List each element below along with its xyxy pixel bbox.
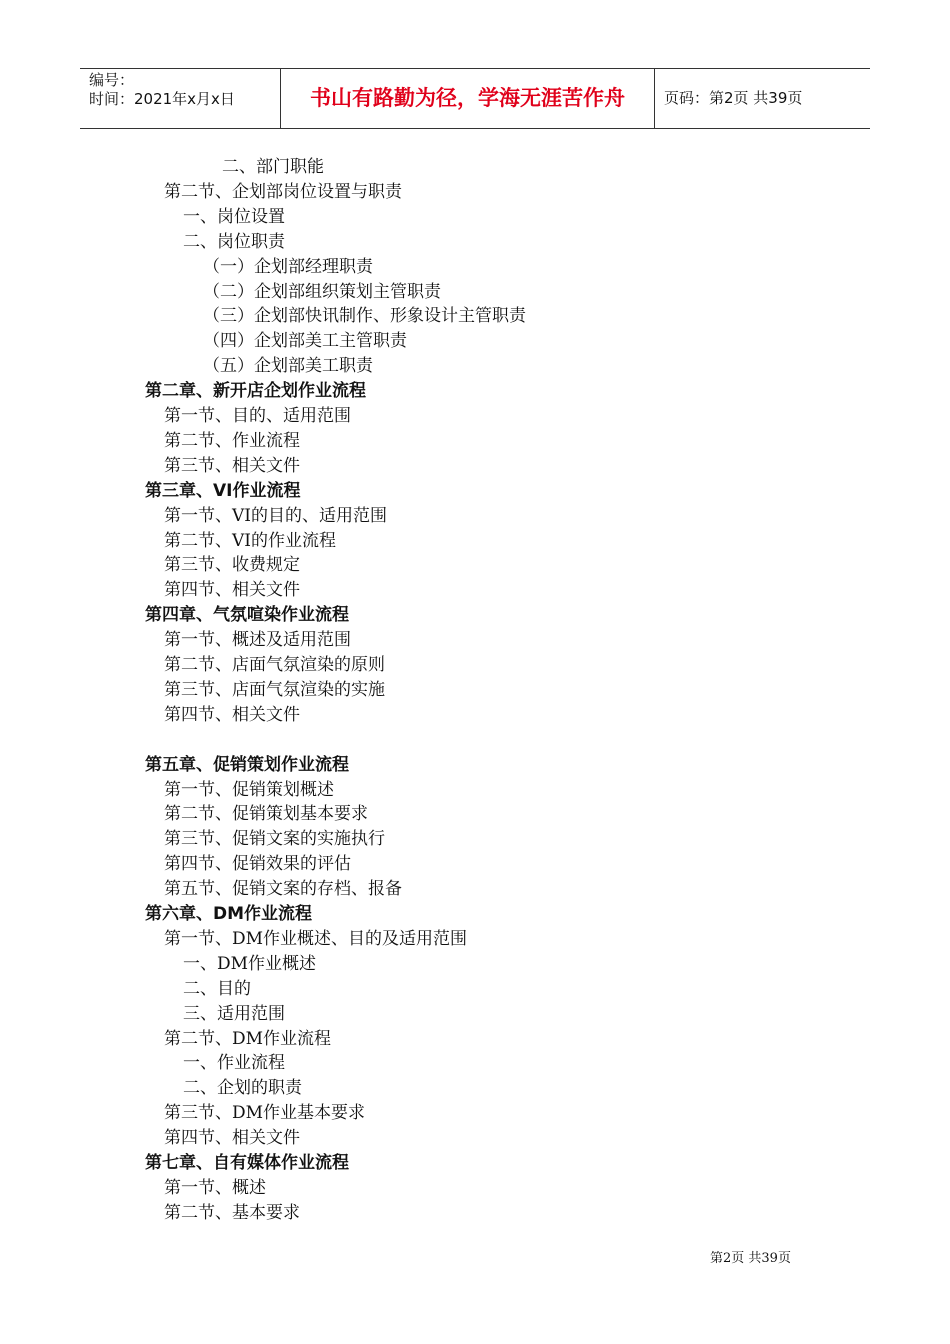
toc-item-entry: 一、岗位设置: [183, 207, 285, 227]
toc-section-entry: 第四节、促销效果的评估: [164, 854, 351, 874]
toc-section-entry: 第一节、概述及适用范围: [164, 630, 351, 650]
toc-item-entry: 二、部门职能: [222, 157, 324, 177]
toc-section-entry: 第五节、促销文案的存档、报备: [164, 879, 402, 899]
toc-section-entry: 第二节、促销策划基本要求: [164, 804, 368, 824]
toc-section-entry: 第三节、收费规定: [164, 555, 300, 575]
toc-sub-entry: （一）企划部经理职责: [203, 257, 373, 277]
toc-item-entry: 二、企划的职责: [183, 1078, 302, 1098]
toc-section-entry: 第三节、相关文件: [164, 456, 300, 476]
header-page-number: 页码：第2页 共39页: [664, 89, 803, 107]
toc-item-entry: 二、目的: [183, 979, 251, 999]
header-motto: 书山有路勤为径，学海无涯苦作舟: [281, 69, 655, 128]
toc-section-entry: 第三节、店面气氛渲染的实施: [164, 680, 385, 700]
toc-section-entry: 第一节、VI的目的、适用范围: [164, 506, 387, 526]
toc-chapter-entry: 第四章、气氛喧染作业流程: [145, 605, 349, 625]
toc-section-entry: 第一节、促销策划概述: [164, 780, 334, 800]
toc-section-entry: 第三节、促销文案的实施执行: [164, 829, 385, 849]
toc-item-entry: 二、岗位职责: [183, 232, 285, 252]
toc-section-entry: 第二节、DM作业流程: [164, 1029, 332, 1049]
toc-chapter-entry: 第二章、新开店企划作业流程: [145, 381, 366, 401]
document-header: [80, 68, 870, 129]
toc-section-entry: 第三节、DM作业基本要求: [164, 1103, 366, 1123]
toc-item-entry: 一、作业流程: [183, 1053, 285, 1073]
toc-chapter-entry: 第六章、DM作业流程: [145, 904, 313, 924]
toc-section-entry: 第四节、相关文件: [164, 1128, 300, 1148]
document-number-label: 编号：: [89, 71, 135, 89]
header-meta: [80, 69, 281, 128]
toc-section-entry: 第二节、VI的作业流程: [164, 531, 336, 551]
toc-section-entry: 第一节、目的、适用范围: [164, 406, 351, 426]
toc-chapter-entry: 第五章、促销策划作业流程: [145, 755, 349, 775]
toc-section-entry: 第二节、基本要求: [164, 1203, 300, 1223]
toc-section-entry: 第四节、相关文件: [164, 705, 300, 725]
toc-chapter-entry: 第三章、VI作业流程: [145, 481, 301, 501]
toc-sub-entry: （二）企划部组织策划主管职责: [203, 282, 441, 302]
toc-section-entry: 第一节、DM作业概述、目的及适用范围: [164, 929, 468, 949]
toc-section-entry: 第四节、相关文件: [164, 580, 300, 600]
toc-section-entry: 第二节、企划部岗位设置与职责: [164, 182, 402, 202]
toc-chapter-entry: 第七章、自有媒体作业流程: [145, 1153, 349, 1173]
toc-section-entry: 第二节、店面气氛渲染的原则: [164, 655, 385, 675]
toc-item-entry: 三、适用范围: [183, 1004, 285, 1024]
toc-item-entry: 一、DM作业概述: [183, 954, 317, 974]
toc-sub-entry: （三）企划部快讯制作、形象设计主管职责: [203, 306, 526, 326]
toc-section-entry: 第二节、作业流程: [164, 431, 300, 451]
document-date-label: 时间：2021年x月x日: [89, 90, 235, 108]
toc-sub-entry: （四）企划部美工主管职责: [203, 331, 407, 351]
footer-page-number: 第2页 共39页: [710, 1251, 791, 1266]
toc-sub-entry: （五）企划部美工职责: [203, 356, 373, 376]
toc-section-entry: 第一节、概述: [164, 1178, 266, 1198]
